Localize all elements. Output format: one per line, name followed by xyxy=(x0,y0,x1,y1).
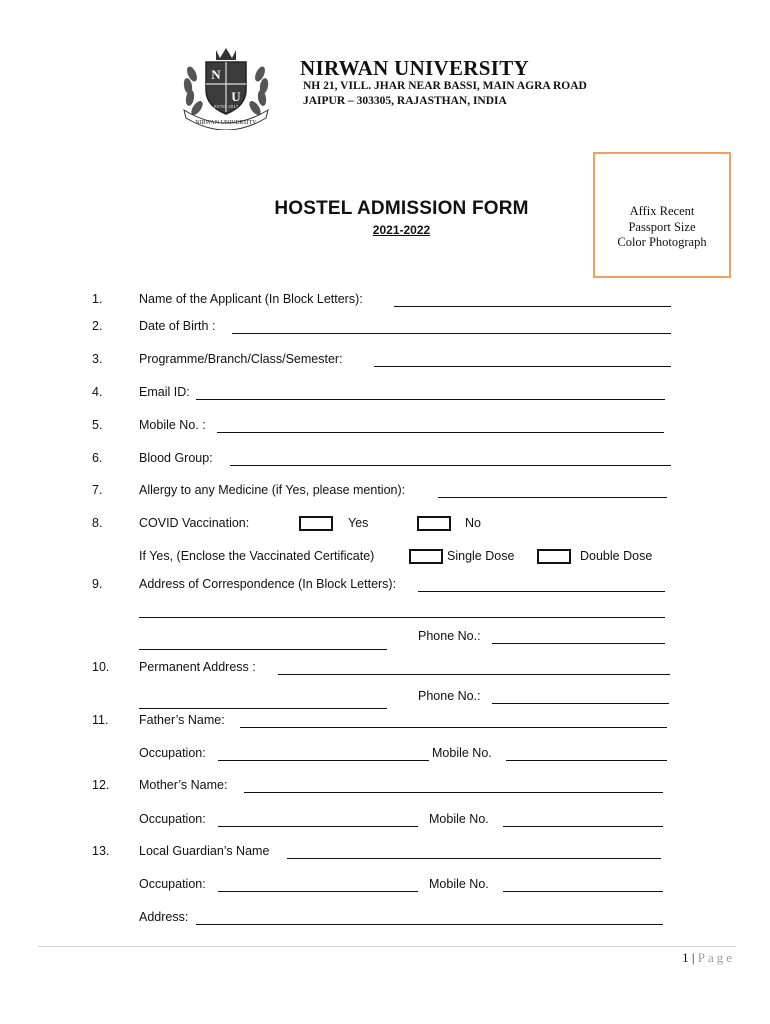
programme-label: Programme/Branch/Class/Semester: xyxy=(139,352,343,366)
page-separator: | xyxy=(691,950,695,965)
university-address-line-2: JAIPUR – 303305, RAJASTHAN, INDIA xyxy=(303,95,507,107)
svg-text:ESTD. 2017: ESTD. 2017 xyxy=(213,104,239,109)
mobile-field[interactable] xyxy=(217,432,664,433)
programme-field[interactable] xyxy=(374,366,671,367)
vaccination-certificate-note: If Yes, (Enclose the Vaccinated Certificate) xyxy=(139,549,375,563)
covid-no-checkbox[interactable] xyxy=(417,516,451,531)
field-number: 6. xyxy=(92,451,103,465)
footer-divider xyxy=(38,946,736,947)
university-crest-icon xyxy=(178,44,274,130)
university-address-line-1: NH 21, VILL. JHAR NEAR BASSI, MAIN AGRA ROAD xyxy=(303,80,587,92)
covid-vaccination-label: COVID Vaccination: xyxy=(139,516,250,530)
father-occupation-field[interactable] xyxy=(218,760,429,761)
field-number: 2. xyxy=(92,319,103,333)
guardian-occupation-field[interactable] xyxy=(218,891,418,892)
allergy-label: Allergy to any Medicine (if Yes, please mention): xyxy=(139,483,406,497)
field-number: 12. xyxy=(92,778,110,792)
guardian-name-label: Local Guardian’s Name xyxy=(139,844,270,858)
correspondence-address-field-line-2[interactable] xyxy=(139,617,665,618)
field-number: 1. xyxy=(92,292,103,306)
email-label: Email ID: xyxy=(139,385,190,399)
correspondence-address-field-line-3[interactable] xyxy=(139,649,387,650)
field-number: 13. xyxy=(92,844,110,858)
permanent-phone-field[interactable] xyxy=(492,703,669,704)
guardian-address-field[interactable] xyxy=(196,924,663,925)
form-year: 2021-2022 xyxy=(372,223,431,237)
dob-field[interactable] xyxy=(232,333,671,334)
correspondence-phone-label: Phone No.: xyxy=(418,629,481,643)
permanent-address-field-line-2[interactable] xyxy=(139,708,387,709)
father-mobile-field[interactable] xyxy=(506,760,667,761)
double-dose-label: Double Dose xyxy=(580,549,653,563)
university-logo xyxy=(178,44,274,130)
father-mobile-label: Mobile No. xyxy=(432,746,492,760)
double-dose-checkbox[interactable] xyxy=(537,549,571,564)
permanent-phone-label: Phone No.: xyxy=(418,689,481,703)
field-number: 5. xyxy=(92,418,103,432)
single-dose-checkbox[interactable] xyxy=(409,549,443,564)
svg-text:NIRWAN UNIVERSITY: NIRWAN UNIVERSITY xyxy=(195,120,257,126)
guardian-mobile-field[interactable] xyxy=(503,891,663,892)
dob-label: Date of Birth : xyxy=(139,319,216,333)
single-dose-label: Single Dose xyxy=(447,549,515,563)
correspondence-address-label: Address of Correspondence (In Block Letters): xyxy=(139,577,397,591)
covid-no-label: No xyxy=(465,516,481,530)
page-footer xyxy=(560,950,735,966)
mother-occupation-field[interactable] xyxy=(218,826,418,827)
mother-mobile-field[interactable] xyxy=(503,826,663,827)
guardian-address-label: Address: xyxy=(139,910,189,924)
guardian-mobile-label: Mobile No. xyxy=(429,877,489,891)
mobile-label: Mobile No. : xyxy=(139,418,206,432)
covid-yes-label: Yes xyxy=(348,516,369,530)
university-name: NIRWAN UNIVERSITY xyxy=(300,56,529,80)
covid-yes-checkbox[interactable] xyxy=(299,516,333,531)
svg-text:N: N xyxy=(211,67,221,82)
guardian-occupation-label: Occupation: xyxy=(139,877,206,891)
field-number: 11. xyxy=(92,713,109,727)
applicant-name-label: Name of the Applicant (In Block Letters): xyxy=(139,292,363,306)
field-number: 7. xyxy=(92,483,103,497)
correspondence-address-field[interactable] xyxy=(418,591,665,592)
email-field[interactable] xyxy=(196,399,665,400)
allergy-field[interactable] xyxy=(438,497,667,498)
correspondence-phone-field[interactable] xyxy=(492,643,665,644)
mother-mobile-label: Mobile No. xyxy=(429,812,489,826)
field-number: 10. xyxy=(92,660,110,674)
applicant-name-field[interactable] xyxy=(394,306,671,307)
page-number: 1 xyxy=(682,950,689,965)
photo-box-text: Affix Recent Passport Size Color Photograph xyxy=(617,204,707,249)
father-name-label: Father’s Name: xyxy=(139,713,225,727)
form-title: HOSTEL ADMISSION FORM xyxy=(274,198,529,219)
field-number: 9. xyxy=(92,577,103,591)
father-occupation-label: Occupation: xyxy=(139,746,206,760)
guardian-name-field[interactable] xyxy=(287,858,661,859)
permanent-address-field[interactable] xyxy=(278,674,670,675)
field-number: 3. xyxy=(92,352,103,366)
blood-group-field[interactable] xyxy=(230,465,671,466)
field-number: 4. xyxy=(92,385,103,399)
field-number: 8. xyxy=(92,516,103,530)
father-name-field[interactable] xyxy=(240,727,667,728)
blood-group-label: Blood Group: xyxy=(139,451,213,465)
mother-name-label: Mother’s Name: xyxy=(139,778,228,792)
svg-text:U: U xyxy=(231,89,241,104)
permanent-address-label: Permanent Address : xyxy=(139,660,256,674)
mother-occupation-label: Occupation: xyxy=(139,812,206,826)
page-label: Page xyxy=(697,950,735,965)
mother-name-field[interactable] xyxy=(244,792,663,793)
